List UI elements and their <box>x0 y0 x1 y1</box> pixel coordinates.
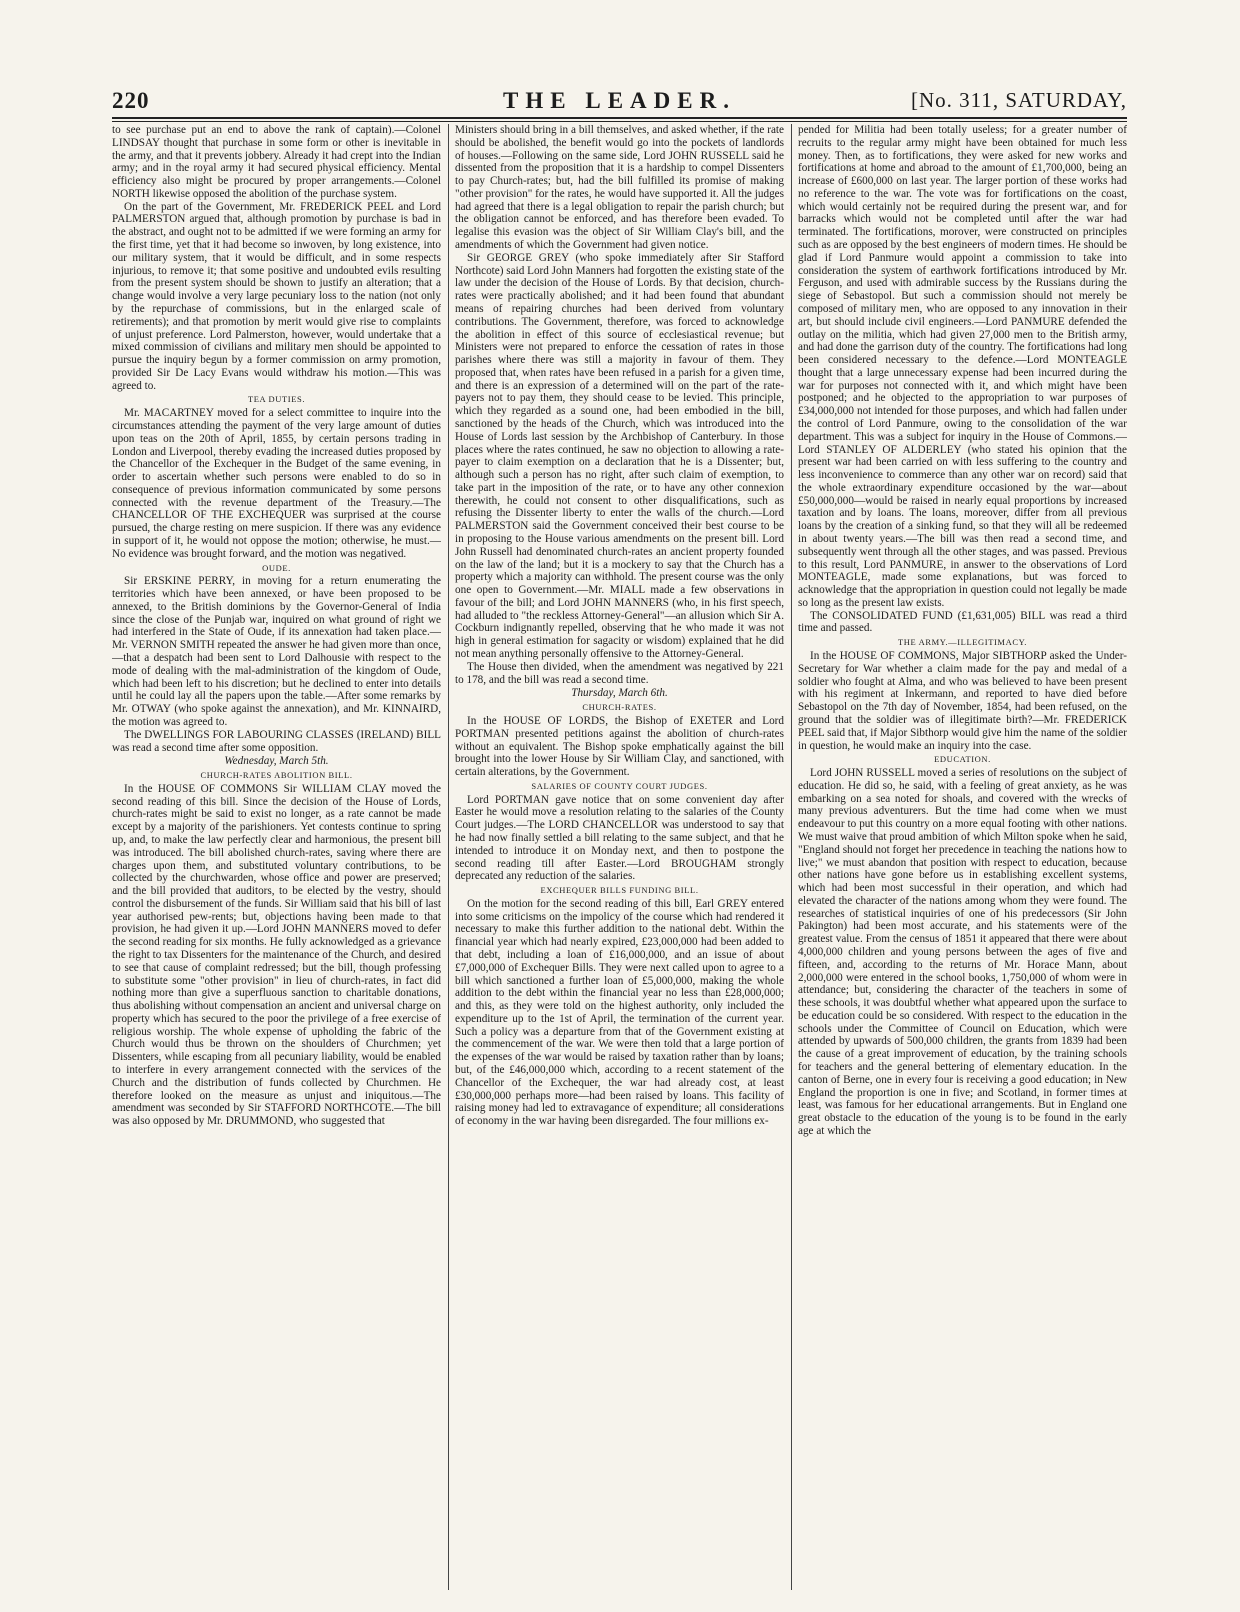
header-rule-thin <box>112 121 1127 122</box>
article-paragraph: On the motion for the second reading of this bill, Earl GREY entered into some criticisms on the impolicy of the course which had rendered it necessary to make this further addition to the national debt. Within the financial year which had nearly expired, £23,000,000 had been added to that debt, including a loan of £16,000,000, and an issue of about £7,000,000 of Exchequer Bills. They were next called upon to agree to a bill which sanctioned a further loan of £5,000,000, making the whole addition to the debt within the financial year no less than £28,000,000; and this, as they were told on the highest authority, only included the expenditure up to the 1st of April, the termination of the current year. Such a policy was a departure from that of the Government existing at the commencement of the war. We were then told that a large portion of the expenses of the war would be raised by taxation rather than by loans; but, of the £46,000,000 which, according to a recent statement of the Chancellor of the Exchequer, the war had already cost, at least £30,000,000 perhaps more—had been raised by loans. This facility of raising money had led to extravagance of expenditure; all considerations of economy in the war having been disregarded. The four millions ex- <box>455 897 784 1128</box>
article-paragraph: In the HOUSE OF LORDS, the Bishop of EXETER and Lord PORTMAN presented petitions against the abolition of church-rates without an equivalent. The Bishop spoke emphatically against the bill brought into the lower House by Sir William Clay, and sanctioned, with certain alterations, by the Government. <box>455 714 784 779</box>
column-3 <box>798 124 1127 1590</box>
article-paragraph: On the part of the Government, Mr. FREDERICK PEEL and Lord PALMERSTON argued that, although promotion by purchase is bad in the abstract, and ought not to be admitted if we were forming an army for the first time, yet that it had become so inwoven, by long existence, into our military system, that it would be difficult, and in some respects injurious, to remove it; that some positive and undoubted evils resulting from the present system should be shown to justify an alteration; that a change would involve a very large pecuniary loss to the nation (not only by the repurchase of commissions, but in the enlarged scale of retirements); and that promotion by merit would give rise to complaints of unjust preference. Lord Palmerston, however, would undertake that a mixed commission of civilians and military men should be appointed to pursue the inquiry begun by a former commission on army promotion, provided Sir De Lacy Evans would withdraw his motion.—This was agreed to. <box>112 200 441 392</box>
article-paragraph: Mr. MACARTNEY moved for a select committee to inquire into the circumstances attending the payment of the very large amount of duties upon teas on the 20th of April, 1855, by certain persons trading in London and Liverpool, thereby evading the increased duties proposed by the Chancellor of the Exchequer in the Budget of the same evening, in order to ascertain whether such persons were enabled to do so in consequence of previous information communicated by some persons connected with the revenue department of the Treasury.—The CHANCELLOR OF THE EXCHEQUER was surprised at the course pursued, the charge resting on mere suspicion. If there was any evidence in support of it, he would not oppose the motion; otherwise, he must.—No evidence was brought forward, and the motion was negatived. <box>112 407 441 560</box>
article-paragraph: pended for Militia had been totally useless; for a greater number of recruits to the regular army might have been obtained for much less money. Then, as to fortifications, they were asked for new works and fortifications at home and abroad to the amount of £1,700,000, being an increase of £600,000 on last year. The larger portion of these works had no reference to the war. The vote was for fortifications on the coast, which would certainly not be required during the present war, and for barracks which would not be completed until after the war had terminated. The fortifications, morover, were constructed on principles such as are opposed by the best engineers of modern times. He should be glad if Lord Panmure would appoint a commission to take into consideration the system of earthwork fortifications introduced by Mr. Ferguson, and used with admirable success by the Russians during the siege of Sebastopol. But such a commission should not merely be composed of military men, who are opposed to any innovation in their art, but should include civil engineers.—Lord PANMURE defended the outlay on the militia, which had given 27,000 men to the British army, and had done the garrison duty of the country. The fortifications had long been considered necessary to the defence.—Lord MONTEAGLE thought that a large unnecessary expense had been incurred during the war for purposes not connected with it, and which might have been postponed; and he objected to the appropriation to war purposes of £34,000,000 not intended for those purposes, and which had fallen under the control of Lord Panmure, owing to the consolidation of the war department. This was a subject for inquiry in the House of Commons.—Lord STANLEY OF ALDERLEY (who stated his opinion that the present war had been carried on with less suffering to the country and less inconvenience to commerce than any other war on record) said that the whole extraordinary expenditure occasioned by the war—about £50,000,000—would be raised in nearly equal proportions by increased taxation and by loans. The loans, moreover, differ from all previous loans by the creation of a sinking fund, so that they will all be redeemed in about twenty years.—The bill was then read a second time, and subsequently went through all the other stages, and was passed. Previous to this result, Lord PANMURE, in answer to the observations of Lord MONTEAGLE, made some explanations, but was forced to acknowledge that the appropriation in question could not legally be made so long as the present law exists. <box>798 124 1127 609</box>
section-heading: CHURCH-RATES. <box>582 702 657 713</box>
article-paragraph: Lord PORTMAN gave notice that on some convenient day after Easter he would move a resolution relating to the salaries of the County Court judges.—The LORD CHANCELLOR was understood to say that he had now finally settled a bill relating to the same subject, and that he intended to introduce it on Monday next, and then to postpone the second reading till after Easter.—Lord BROUGHAM strongly deprecated any reduction of the salaries. <box>455 793 784 883</box>
section-heading: CHURCH-RATES ABOLITION BILL. <box>200 770 353 781</box>
issue-label: [No. 311, SATURDAY, <box>910 88 1127 112</box>
article-paragraph: The DWELLINGS FOR LABOURING CLASSES (IRELAND) BILL was read a second time after some opposition. <box>112 728 441 754</box>
column-divider <box>448 124 449 1590</box>
newspaper-title: THE LEADER. <box>503 88 736 113</box>
header-rule <box>112 117 1127 119</box>
article-paragraph: Sir GEORGE GREY (who spoke immediately after Sir Stafford Northcote) said Lord John Manners had forgotten the existing state of the law under the decision of the House of Lords. By that decision, church-rates were practically abolished; and it had been found that abundant means of repairing churches had been derived from voluntary contributions. The Government, therefore, was forced to acknowledge the abolition in effect of this source of ecclesiastical revenue; but Ministers were not prepared to enforce the cessation of rates in those parishes where there was still a majority in favour of them. They proposed that, when rates have been refused in a parish for a given time, and there is an expression of a determined will on the part of the rate-payers not to pay them, they should cease to be levied. This principle, which they regarded as a sound one, had been embodied in the bill, sanctioned by the heads of the Church, which was introduced into the House of Lords last session by the Archbishop of Canterbury. In those places where the rates continued, he saw no objection to allowing a rate-payer to claim exemption on a declaration that he is a Dissenter; but, although such a person has no right, after such claim of exemption, to take part in the imposition of the rate, or to have any other connexion therewith, he could not consent to other disqualifications, such as refusing the Dissenter liberty to enter the walls of the church.—Lord PALMERSTON said the Government conceived their best course to be in proposing to the House various amendments on the present bill. Lord John Russell had denominated church-rates an ancient property founded on the law of the land; but it is a mockery to say that the Church has a property which a majority can withhold. The present course was the only one open to Government.—Mr. MIALL made a few observations in favour of the bill; and Lord JOHN MANNERS (who, in his first speech, had alluded to "the reckless Attorney-General"—an allusion which Sir A. Cockburn indignantly repelled, observing that he who made it was not high in general estimation for sagacity or wisdom) explained that he did not mean anything personally offensive to the Attorney-General. <box>455 251 784 661</box>
article-paragraph: In the HOUSE OF COMMONS, Major SIBTHORP asked the Under-Secretary for War whether a claim made for the pay and medal of a soldier who fought at Alma, and who was believed to have been present with his regiment at Inkermann, and reported to have died before Sebastopol on the 7th day of November, 1854, had been refused, on the ground that the soldier was of illegitimate birth?—Mr. FREDERICK PEEL said that, if Major Sibthorp would give him the name of the soldier in question, he would make an inquiry into the case. <box>798 650 1127 752</box>
section-heading: SALARIES OF COUNTY COURT JUDGES. <box>531 780 708 791</box>
section-heading: EDUCATION. <box>934 754 991 765</box>
masthead <box>112 88 1127 114</box>
article-paragraph: The CONSOLIDATED FUND (£1,631,005) BILL was read a third time and passed. <box>798 609 1127 635</box>
article-paragraph: The House then divided, when the amendment was negatived by 221 to 178, and the bill was read a second time. <box>455 660 784 686</box>
date-heading: Wednesday, March 5th. <box>224 755 329 768</box>
column-divider <box>791 124 792 1590</box>
date-heading: Thursday, March 6th. <box>571 687 668 700</box>
article-paragraph: Lord JOHN RUSSELL moved a series of resolutions on the subject of education. He did so, he said, with a feeling of great anxiety, as he was embarking on a sea noted for shoals, and covered with the wrecks of many previous adventurers. But the time had come when we must endeavour to put this country on a more equal footing with other nations. We must waive that proud ambition of which Milton spoke when he said, "England should not forget her precedence in teaching the nations how to live;" we must abandon that position with respect to education, because other nations have gone before us in establishing excellent systems, which had been most successful in their operation, and which had elevated the character of the nations among whom they were found. The researches of statistical inquiries of one of his predecessors (Sir John Pakington) had been most accurate, and his statements were of the greatest value. From the census of 1851 it appeared that there were about 4,000,000 children and young persons between the ages of five and fifteen, and, according to the returns of Mr. Horace Mann, about 2,000,000 were entered in the school books, 1,750,000 of whom were in attendance; but, considering the character of the teachers in some of these schools, it was doubtful whether what appeared upon the surface to be education could be so considered. With respect to the education in the schools under the Committee of Council on Education, which were attended by upwards of 500,000 children, the grants from 1839 had been the cause of a great improvement of education, by the training schools for teachers and the general bettering of elementary education. In the canton of Berne, one in every four is receiving a good education; in New England the proportion is one in five; and Scotland, in former times at least, was famous for her educational arrangements. But in England one great obstacle to the education of the young is to be found in the early age at which the <box>798 767 1127 1137</box>
article-paragraph: Ministers should bring in a bill themselves, and asked whether, if the rate should be abolished, the benefit would go into the pockets of landlords of houses.—Following on the same side, Lord JOHN RUSSELL said he dissented from the proposition that it is a hardship to compel Dissenters to pay Church-rates; but, had the bill fulfilled its promise of making "other provision" for the rates, he would have supported it. All the judges had agreed that there is a legal obligation to repair the parish church; but the obligation cannot be enforced, and has therefore been evaded. To legalise this evasion was the object of Sir William Clay's bill, and the amendments of which the Government had given notice. <box>455 124 784 252</box>
article-paragraph: to see purchase put an end to above the rank of captain).—Colonel LINDSAY thought that purchase in some form or other is inevitable in the army, and that it prevents jobbery. Already it had crept into the Indian army; and in the royal army it had secured physical efficiency. Mental efficiency also might be procured by proper arrangements.—Colonel NORTH likewise opposed the abolition of the purchase system. <box>112 124 441 200</box>
section-heading: OUDE. <box>262 562 291 573</box>
section-heading: TEA DUTIES. <box>247 394 306 405</box>
section-heading: THE ARMY.—ILLEGITIMACY. <box>898 637 1027 648</box>
column-2 <box>455 124 784 1590</box>
page-number: 220 <box>112 88 150 113</box>
section-heading: EXCHEQUER BILLS FUNDING BILL. <box>540 885 699 896</box>
article-paragraph: Sir ERSKINE PERRY, in moving for a return enumerating the territories which have been annexed, or have been proposed to be annexed, to the British dominions by the Governor-General of India since the close of the Punjab war, inquired on what ground of right we had interfered in the State of Oude, if its annexation had taken place.—Mr. VERNON SMITH repeated the answer he had given more than once,—that a despatch had been sent to Lord Dalhousie with respect to the mode of dealing with the mal-administration of the kingdom of Oude, which had been left to his discretion; but he declined to enter into details until he could lay all the papers upon the table.—After some remarks by Mr. OTWAY (who spoke against the annexation), and Mr. KINNAIRD, the motion was agreed to. <box>112 575 441 728</box>
column-1 <box>112 124 441 1590</box>
article-paragraph: In the HOUSE OF COMMONS Sir WILLIAM CLAY moved the second reading of this bill. Since the decision of the House of Lords, church-rates might be said to exist no longer, as a rate cannot be made except by a majority of the parishioners. Yet contests continue to spring up, and, to make the law perfectly clear and harmonious, the present bill was introduced. The bill abolished church-rates, saving where there are charges upon them, and substituted voluntary contributions, to be collected by the churchwarden, whose office and power are preserved; and the bill provided that auditors, to be elected by the vestry, should control the disbursement of the funds. Sir William said that his bill of last year authorised pew-rents; but, objections having been made to that provision, he had given it up.—Lord JOHN MANNERS moved to defer the second reading for six months. He fully acknowledged as a grievance the right to tax Dissenters for the maintenance of the Church, and desired to see that cause of complaint redressed; but the bill, though professing to substitute some "other provision" in lieu of church-rates, in fact did nothing more than give a superfluous sanction to charitable donations, thus abolishing without compensation an ancient and universal charge on property which has secured to the poor the privilege of a free exercise of religious worship. The whole expense of upholding the fabric of the Church would thus be thrown on the shoulders of Churchmen; yet Dissenters, while escaping from all pecuniary liability, would be enabled to interfere in every arrangement connected with the services of the Church and the distribution of funds collected by Churchmen. He therefore looked on the measure as unjust and iniquitous.—The amendment was seconded by Sir STAFFORD NORTHCOTE.—The bill was also opposed by Mr. DRUMMOND, who suggested that <box>112 782 441 1128</box>
